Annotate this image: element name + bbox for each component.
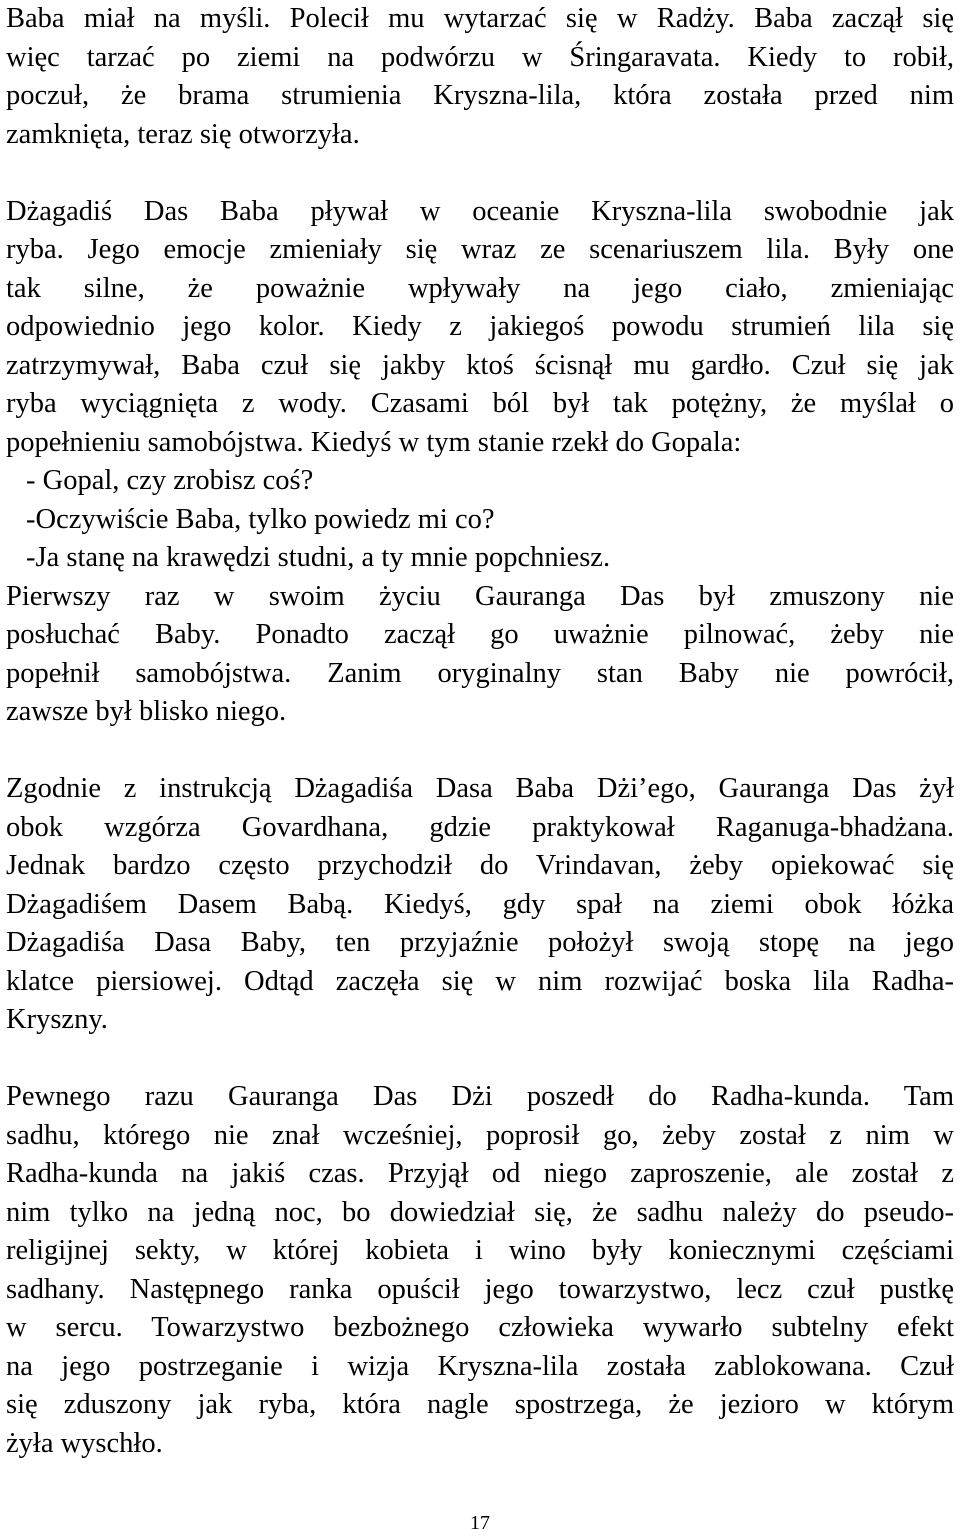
text-line: zawsze był blisko niego.	[6, 696, 287, 727]
paragraph-3	[6, 770, 954, 1040]
text-line: nim tylko na jedną noc, bo dowiedział się, że sadhu należy do pseudo-	[6, 1196, 954, 1228]
dialog-line: -Ja stanę na krawędzi studni, a ty mnie popchniesz.	[26, 542, 611, 573]
text-line: posłuchać Baby. Ponadto zaczął go uważnie pilnować, żeby nie	[6, 619, 954, 650]
text-line: żyła wyschło.	[6, 1427, 163, 1459]
text-line: zamknięta, teraz się otworzyła.	[6, 118, 360, 150]
text-line: sadhu, którego nie znał wcześniej, poprosił go, żeby został z nim w	[6, 1119, 954, 1151]
text-line: Kryszny.	[6, 1004, 108, 1035]
paragraph-gap	[6, 1040, 954, 1079]
text-line: Zgodnie z instrukcją Dżagadiśa Dasa Baba Dżi’ego, Gauranga Das żył	[6, 773, 954, 804]
paragraph-2	[6, 193, 954, 732]
text-line: Dżagadiś Das Baba pływał w oceanie Kryszna-lila swobodnie jak	[6, 195, 954, 227]
text-line: się zduszony jak ryba, która nagle spostrzega, że jezioro w którym	[6, 1389, 954, 1420]
text-line: obok wzgórza Govardhana, gdzie praktykował Raganuga-bhadżana.	[6, 811, 954, 843]
dialog-line: - Gopal, czy zrobisz coś?	[26, 465, 314, 496]
text-line: Dżagadiśem Dasem Babą. Kiedyś, gdy spał na ziemi obok łóżka	[6, 888, 954, 920]
document-body	[6, 0, 954, 1463]
text-line: poczuł, że brama strumienia Kryszna-lila, która została przed nim	[6, 80, 954, 111]
dialog-line: -Oczywiście Baba, tylko powiedz mi co?	[26, 503, 495, 535]
text-line: Radha-kunda na jakiś czas. Przyjął od niego zaproszenie, ale został z	[6, 1158, 954, 1189]
text-line: popełnił samobójstwa. Zanim oryginalny stan Baby nie powrócił,	[6, 657, 954, 689]
paragraph-gap	[6, 154, 954, 193]
text-line: na jego postrzeganie i wizja Kryszna-lila została zablokowana. Czuł	[6, 1350, 954, 1382]
paragraph-4	[6, 1078, 954, 1463]
text-line: Dżagadiśa Dasa Baby, ten przyjaźnie położył swoją stopę na jego	[6, 927, 954, 958]
text-line: odpowiednio jego kolor. Kiedy z jakiegoś powodu strumień lila się	[6, 311, 954, 342]
text-line: ryba wyciągnięta z wody. Czasami ból był tak potężny, że myślał o	[6, 388, 954, 419]
text-line: sadhany. Następnego ranka opuścił jego towarzystwo, lecz czuł pustkę	[6, 1273, 954, 1305]
text-line: popełnieniu samobójstwa. Kiedyś w tym stanie rzekł do Gopala:	[6, 426, 742, 458]
text-line: zatrzymywał, Baba czuł się jakby ktoś ścisnął mu gardło. Czuł się jak	[6, 349, 954, 381]
text-line: w sercu. Towarzystwo bezbożnego człowieka wywarło subtelny efekt	[6, 1312, 954, 1343]
text-line: Baba miał na myśli. Polecił mu wytarzać się w Radży. Baba zaczął się	[6, 3, 954, 34]
paragraph-1	[6, 0, 954, 154]
page-number: 17	[470, 1512, 490, 1534]
text-line: więc tarzać po ziemi na podwórzu w Śringaravata. Kiedy to robił,	[6, 41, 954, 73]
text-line: Pierwszy raz w swoim życiu Gauranga Das był zmuszony nie	[6, 580, 954, 612]
text-line: ryba. Jego emocje zmieniały się wraz ze scenariuszem lila. Były one	[6, 234, 954, 265]
text-line: Pewnego razu Gauranga Das Dżi poszedł do Radha-kunda. Tam	[6, 1081, 954, 1112]
paragraph-gap	[6, 732, 954, 771]
text-line: Jednak bardzo często przychodził do Vrindavan, żeby opiekować się	[6, 850, 954, 881]
text-line: klatce piersiowej. Odtąd zaczęła się w nim rozwijać boska lila Radha-	[6, 965, 954, 997]
text-line: religijnej sekty, w której kobieta i wino były koniecznymi częściami	[6, 1235, 954, 1266]
text-line: tak silne, że poważnie wpływały na jego ciało, zmieniając	[6, 272, 954, 304]
